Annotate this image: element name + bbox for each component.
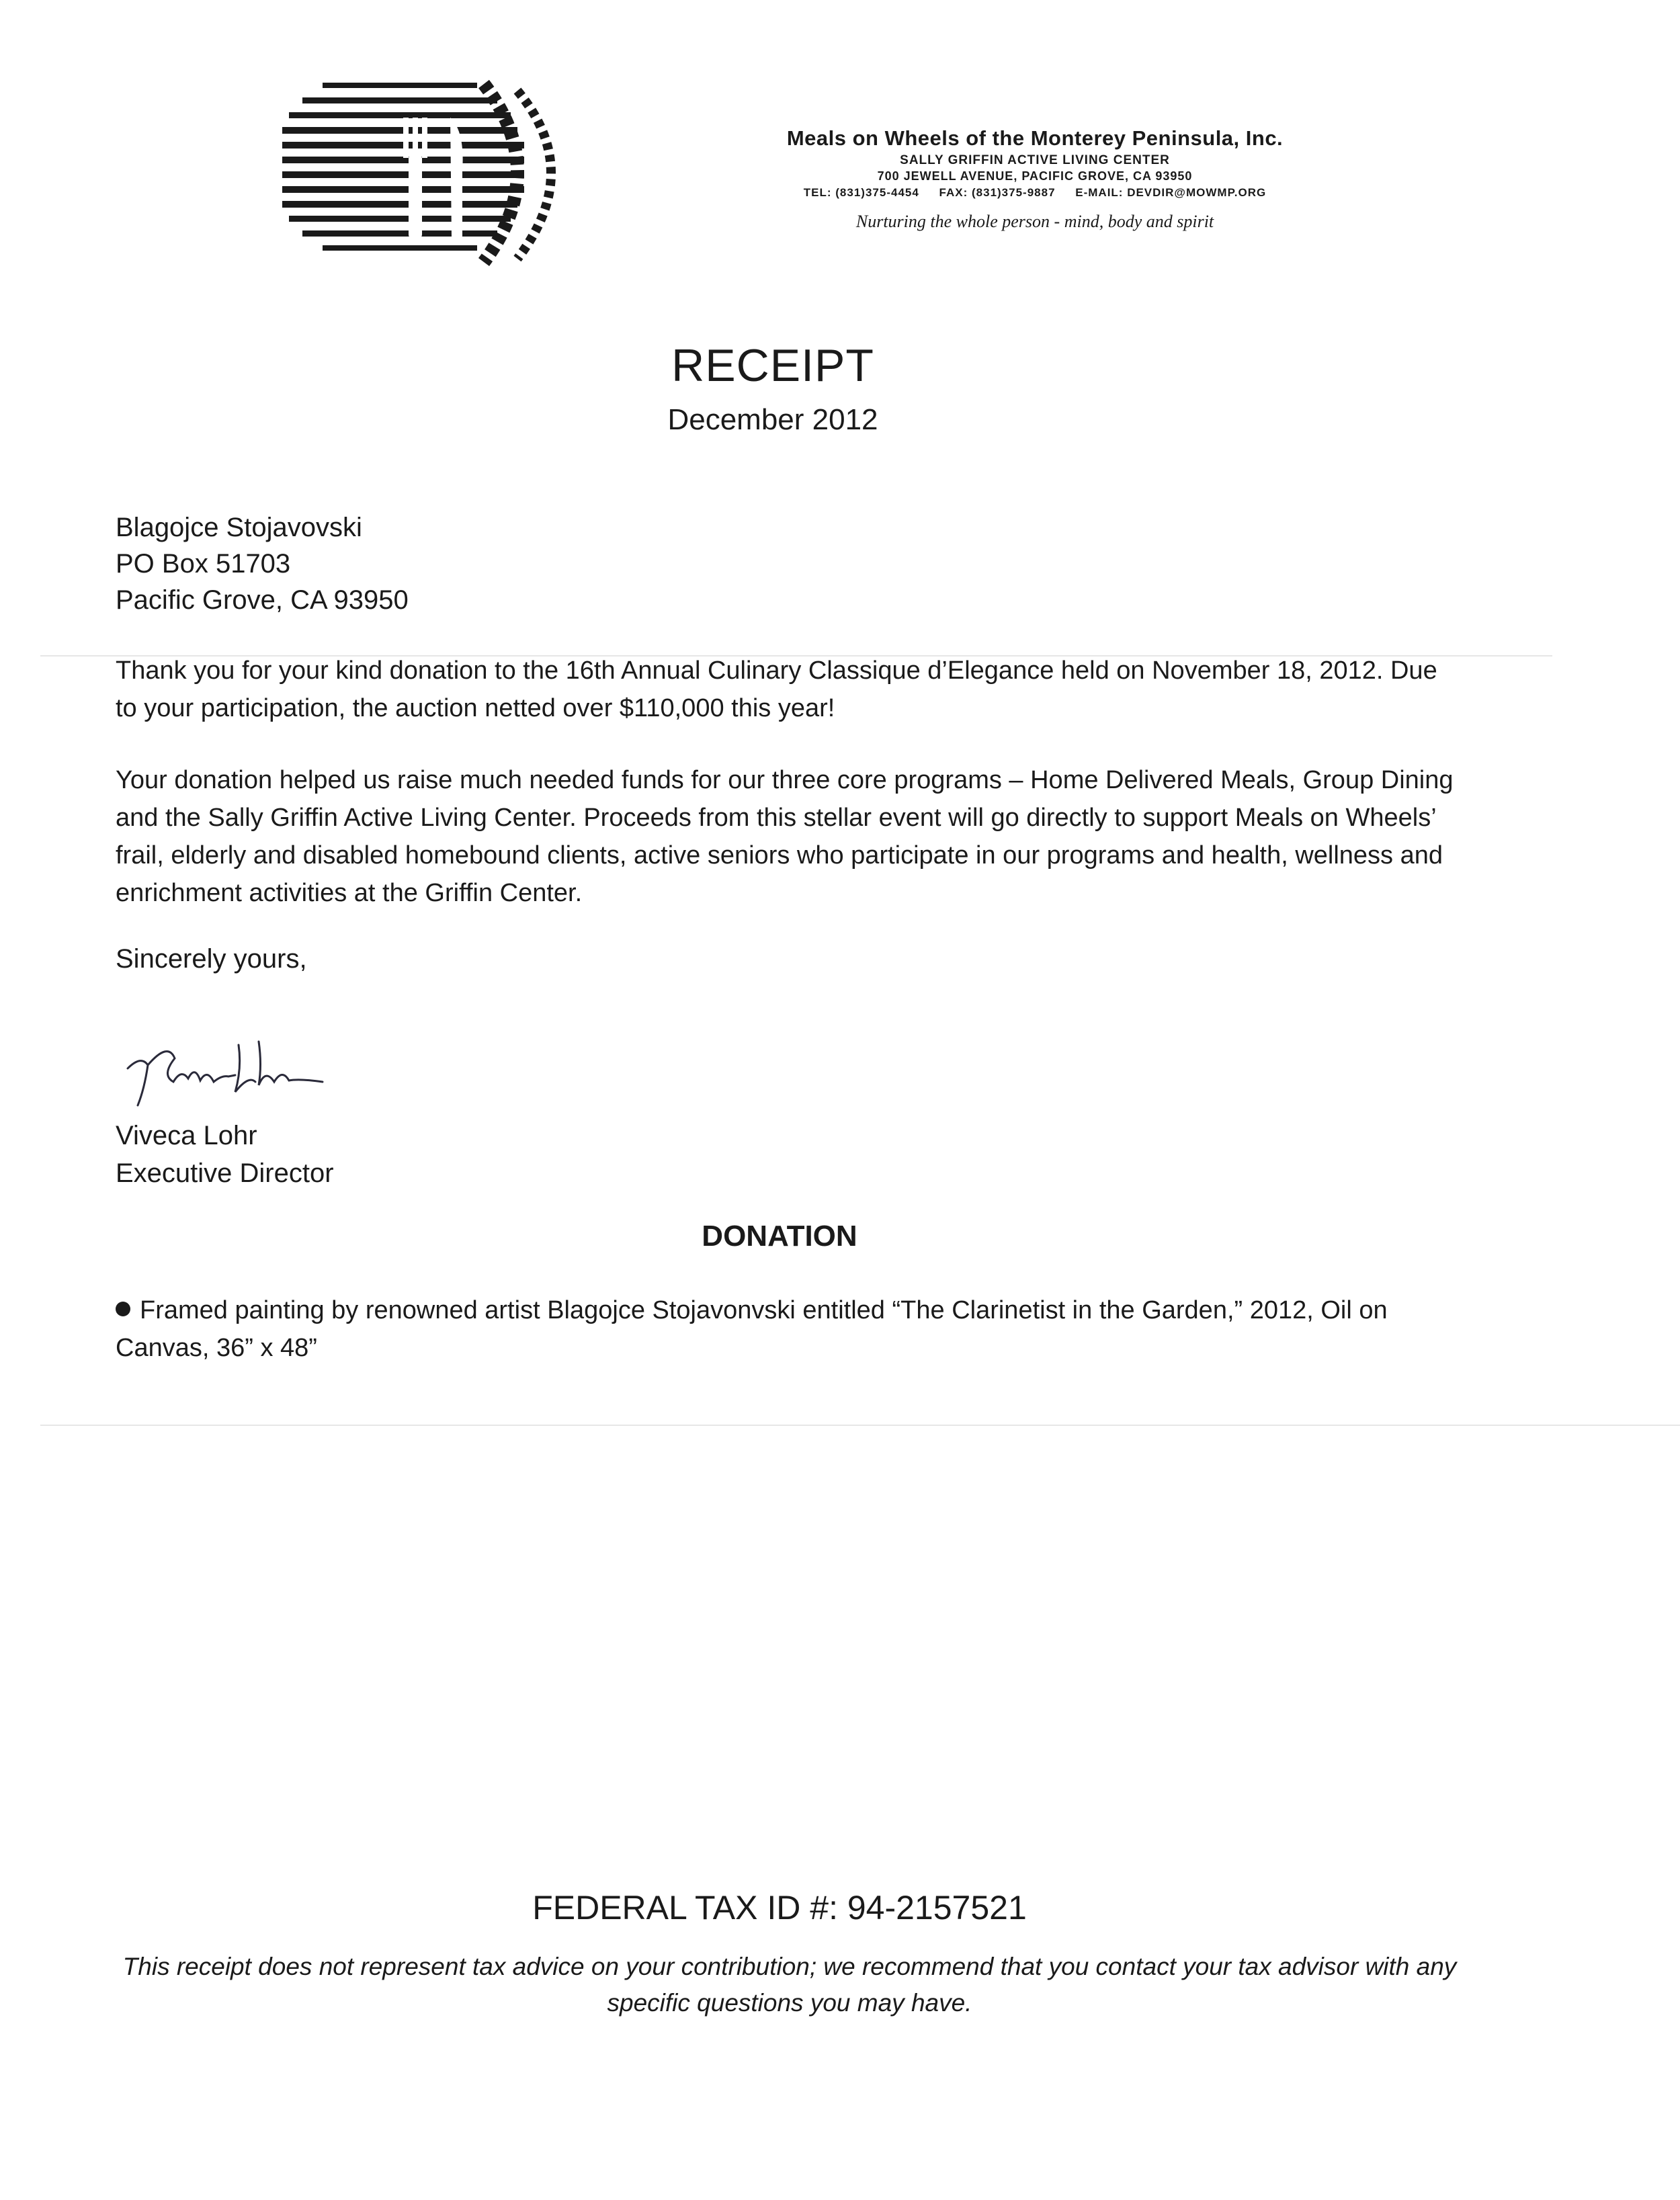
letterhead [712, 126, 1357, 232]
org-email: E-MAIL: DEVDIR@MOWMP.ORG [1075, 186, 1267, 199]
signer-name: Viveca Lohr [116, 1121, 257, 1150]
funds-paragraph: Your donation helped us raise much needed funds for our three core programs – Home Delivered Meals, Group Dining and the Sally Griffin Active Living Center. Proceeds from this stellar event will go directly to support Meals on Wheels’ frail, elderly and disabled homebound clients, active seniors who participate in our programs and health, wellness and enrichment activities at the Griffin Center. [116, 766, 1454, 907]
org-contact [712, 186, 1357, 200]
receipt-title: RECEIPT [671, 340, 874, 391]
recipient-name: Blagojce Stojavovski [116, 513, 362, 542]
org-tel: TEL: (831)375-4454 [803, 186, 919, 199]
org-name: Meals on Wheels of the Monterey Peninsula, Inc. [786, 126, 1284, 150]
thank-you-paragraph: Thank you for your kind donation to the 16th Annual Culinary Classique d’Elegance held on November 18, 2012. Due to your participation, the auction netted over $110,000 this year! [116, 657, 1437, 722]
signer-block [116, 1117, 334, 1192]
recipient-po-box: PO Box 51703 [116, 549, 291, 579]
receipt-date: December 2012 [667, 403, 878, 436]
closing: Sincerely yours, [116, 944, 307, 974]
donation-heading: DONATION [702, 1220, 857, 1253]
donation-item-text: Framed painting by renowned artist Blagojce Stojavonvski entitled “The Clarinetist in the Garden,” 2012, Oil on Canvas, 36” x 48” [116, 1296, 1388, 1362]
org-tagline: Nurturing the whole person - mind, body and spirit [855, 212, 1214, 231]
org-center: SALLY GRIFFIN ACTIVE LIVING CENTER [900, 153, 1170, 167]
donation-item [116, 1292, 1460, 1367]
tax-disclaimer: This receipt does not represent tax advice on your contribution; we recommend that you contact your tax advisor with any specific questions you may have. [122, 1953, 1457, 2017]
meals-on-wheels-logo [282, 71, 591, 279]
org-fax: FAX: (831)375-9887 [939, 186, 1056, 199]
scan-line [40, 1425, 1680, 1426]
org-address: 700 JEWELL AVENUE, PACIFIC GROVE, CA 93950 [877, 169, 1193, 183]
signer-title: Executive Director [116, 1158, 334, 1188]
signature [121, 1028, 336, 1115]
recipient-address [116, 509, 409, 618]
federal-tax-id: FEDERAL TAX ID #: 94-2157521 [532, 1889, 1027, 1927]
recipient-city: Pacific Grove, CA 93950 [116, 585, 409, 615]
bullet-icon [116, 1302, 130, 1316]
